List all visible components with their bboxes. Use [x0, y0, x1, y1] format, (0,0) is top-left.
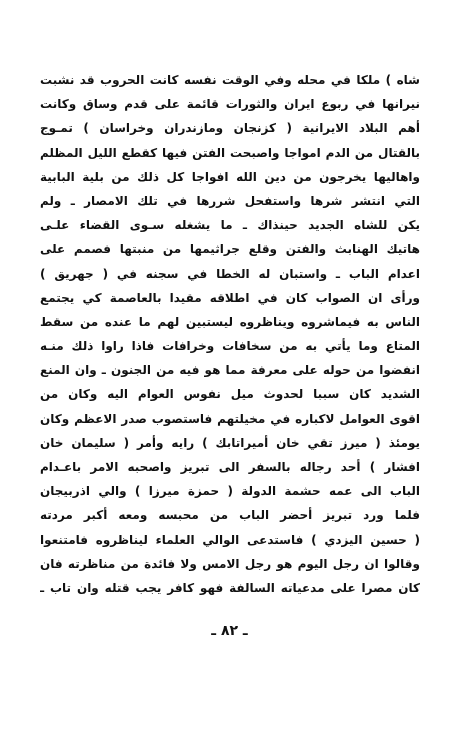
text-line-21: وقالوا ان رجل اليوم هو رجل الامس ولا فائدة من مناظرته فان — [40, 556, 420, 571]
text-line-13: انفضوا من حوله على معرفة مما هو فيه من الجنون ـ وان المنع — [40, 363, 420, 378]
text-line-15: اقوى العوامل لاكباره في مخيلتهم فاستصوب صدر الاعظم وكان — [40, 411, 420, 426]
text-line-16: يومئذ ( ميرز تقي خان أميراتابك ) رايه وأمر ( سليمان خان — [40, 435, 420, 450]
text-line-7: يكن للشاه الجديد حينذاك ـ ما يشغله سـوى القضاء علـى — [40, 218, 420, 233]
text-line-18: الباب الى عمه حشمة الدولة ( حمزة ميرزا ) والي اذربيجان — [40, 484, 420, 499]
text-line-9: اعدام الباب ـ واستبان له الخطا في سجنه في ( جهريق ) — [40, 266, 420, 281]
text-line-8: هاتيك الهنابث والفتن وقلع جراثيمها من منبتها فصمم على — [40, 242, 420, 257]
text-line-2: نيرانها في ربوع ايران والثورات قائمة على قدم وساق وكانت — [40, 97, 420, 112]
text-line-14: الشديد كان سببا لحدوث ميل نفوس العوام اليه وكان من — [40, 387, 420, 402]
text-line-4: بالقتال من الدم امواجا واصبحت الفتن فيها كقطع الليل المظلم — [40, 145, 420, 160]
page-number: ـ ٨٢ ـ — [211, 623, 248, 639]
text-line-19: فلما ورد تبريز أحضر الباب من محبسه ومعه أكبر مردته — [40, 508, 420, 523]
text-line-10: ورأى ان الصواب كان في اطلاقه مقيدا بالعاصمة كي يجتمع — [40, 290, 420, 305]
text-line-6: التي انتشر شرها واستفحل شررها في تلك الامصار ـ ولم — [40, 193, 420, 208]
text-line-11: الناس به فيماشروه ويناظروه ليستبين لهم ما عنده من سقط — [40, 314, 420, 329]
body-text — [40, 68, 420, 600]
text-line-3: أهم البلاد الايرانية ( كزنجان ومازندران وخراسان ) تمـوج — [40, 121, 420, 136]
text-line-22: كان مصرا على مدعياته السالفة فهو كافر يجب قتله وان تاب ـ — [40, 580, 420, 595]
text-line-12: المتاع وما يأتي به من سخافات وخرافات فاذا راوا ذلك منـه — [40, 339, 420, 354]
text-line-17: افشار ) أحد رجاله بالسفر الى تبريز واصحبه الامر باعـدام — [40, 460, 420, 474]
text-line-20: ( حسين اليزدي ) فاستدعى الوالي العلماء ليناظروه فامتنعوا — [40, 532, 420, 547]
text-line-1: شاه ) ملكا في محله وفي الوقت نفسه كانت الحروب قد نشبت — [40, 73, 420, 87]
text-line-5: واهاليها يخرجون من دين الله افواجا كل ذلك من بلية البابية — [40, 169, 420, 184]
